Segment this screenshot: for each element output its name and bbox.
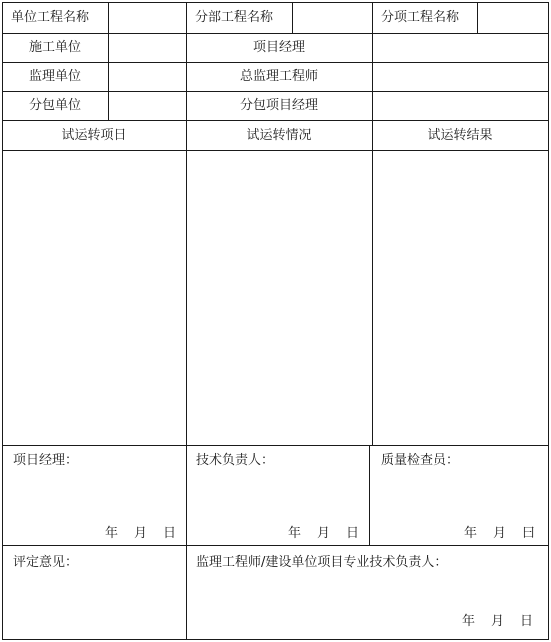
subcontract-unit-label: 分包单位 (28, 98, 81, 113)
date-day: 日 (163, 526, 177, 541)
supervision-unit-label: 监理单位 (28, 69, 81, 84)
trial-situation-header: 试运转情况 (246, 128, 312, 143)
date-day: 日 (520, 614, 534, 629)
rule-subitem-value (477, 2, 478, 33)
date-day: 日 (346, 526, 360, 541)
sign-tech-lead-label: 技术负责人： (196, 453, 275, 468)
date-year: 年 (105, 526, 119, 541)
rule-signature (2, 545, 549, 546)
sign-date-3 (464, 526, 535, 541)
rule-row3 (2, 91, 549, 92)
subitem-project-label: 分项工程名称 (381, 10, 460, 25)
trial-item-header: 试运转项日 (61, 128, 127, 143)
date-month: 月 (317, 526, 331, 541)
date-month: 月 (493, 526, 507, 541)
date-year: 年 (462, 614, 476, 629)
evaluation-supervisor-label: 监理工程师/建设单位项目专业技术负责人： (196, 555, 448, 570)
rule-row2 (2, 62, 549, 63)
trial-result-cell[interactable] (373, 151, 548, 445)
sign-project-manager-label: 项日经理： (13, 453, 79, 468)
trial-result-header: 试运转结果 (427, 128, 493, 143)
date-year: 年 (288, 526, 302, 541)
sign-date-2 (288, 526, 359, 541)
trial-item-cell[interactable] (3, 151, 186, 445)
rule-right-col-sign (369, 445, 370, 545)
unit-project-label: 单位工程名称 (11, 10, 90, 25)
rule-row1 (2, 33, 549, 34)
sign-quality-inspector-label: 质量检查员： (381, 453, 460, 468)
division-project-label: 分部工程名称 (195, 10, 274, 25)
chief-supervisor-label: 总监理工程师 (239, 69, 318, 84)
rule-bottom (2, 639, 549, 640)
rule-top (2, 2, 549, 3)
evaluation-opinion-cell[interactable] (3, 572, 186, 638)
sign-date-1 (105, 526, 176, 541)
evaluation-opinion-label: 评定意见： (13, 555, 79, 570)
date-day: 曰 (522, 526, 536, 541)
date-month: 月 (134, 526, 148, 541)
rule-right (548, 2, 549, 640)
date-year: 年 (464, 526, 478, 541)
rule-division-value (292, 2, 293, 33)
rule-label-col (108, 2, 109, 120)
rule-row4 (2, 120, 549, 121)
date-month: 月 (491, 614, 505, 629)
rule-trial-body (2, 445, 549, 446)
trial-situation-cell[interactable] (187, 151, 372, 445)
construction-unit-label: 施工单位 (28, 40, 81, 55)
project-manager-label: 项目经理 (252, 40, 305, 55)
subcontract-manager-label: 分包项目经理 (239, 98, 318, 113)
evaluation-date (462, 614, 533, 629)
